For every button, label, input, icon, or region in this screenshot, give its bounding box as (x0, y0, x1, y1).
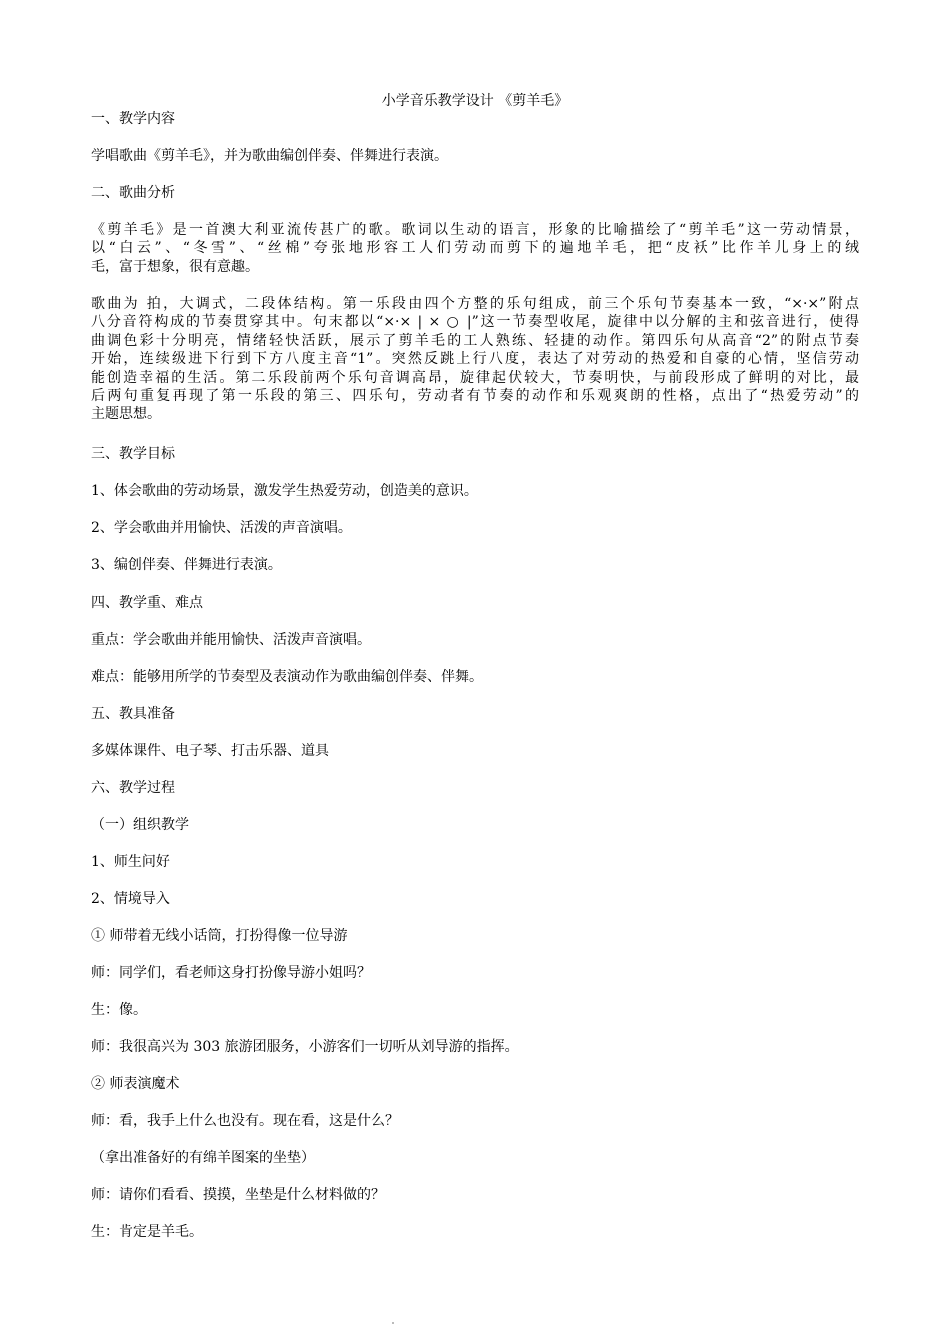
dialogue-line: 师：我很高兴为 303 旅游团服务，小游客们一切听从刘导游的指挥。 (91, 1039, 519, 1055)
goal-item-1: 1、体会歌曲的劳动场景，激发学生热爱劳动，创造美的意识。 (91, 483, 478, 499)
paragraph-song-structure (91, 295, 859, 424)
materials-list: 多媒体课件、电子琴、打击乐器、道具 (91, 743, 329, 759)
heading-teaching-content: 一、教学内容 (91, 111, 175, 127)
dialogue-line: 生：像。 (91, 1002, 147, 1018)
text-line: 后两句重复再现了第一乐段的第三、四乐句，劳动者有节奏的动作和乐观爽朗的性格，点出了“热爱劳动”的 (91, 388, 859, 405)
text-line: 毛，富于想象，很有意趣。 (91, 258, 259, 275)
goal-item-2: 2、学会歌曲并用愉快、活泼的声音演唱。 (91, 520, 352, 536)
dialogue-line: 师：看，我手上什么也没有。现在看，这是什么？ (91, 1113, 399, 1129)
dialogue-line: 生：肯定是羊毛。 (91, 1224, 203, 1240)
heading-key-points: 四、教学重、难点 (91, 595, 203, 611)
paragraph-content: 学唱歌曲《剪羊毛》，并为歌曲编创伴奏、伴舞进行表演。 (91, 148, 448, 164)
document-title: 小学音乐教学设计 《剪羊毛》 (381, 93, 569, 109)
goal-item-3: 3、编创伴奏、伴舞进行表演。 (91, 557, 282, 573)
process-step-1: 1、师生问好 (91, 854, 170, 870)
process-item-1: ① 师带着无线小话筒，打扮得像一位导游 (91, 928, 348, 944)
stage-direction: （拿出准备好的有绵羊图案的坐垫） (91, 1150, 315, 1166)
process-item-2: ② 师表演魔术 (91, 1076, 180, 1092)
text-line: 开始，连续级进下行到下方八度主音“1”。突然反跳上行八度，表达了对劳动的热爱和自豪的心情，坚信劳动 (91, 351, 859, 368)
heading-teaching-goals: 三、教学目标 (91, 446, 175, 462)
key-point: 重点：学会歌曲并能用愉快、活泼声音演唱。 (91, 632, 371, 648)
subheading-organize: （一）组织教学 (91, 817, 189, 833)
text-line: 以“白云”、“冬雪”、“丝棉”夸张地形容工人们劳动而剪下的遍地羊毛，把“皮袄”比作羊儿身上的绒 (91, 240, 859, 257)
heading-song-analysis: 二、歌曲分析 (91, 185, 175, 201)
heading-process: 六、教学过程 (91, 780, 175, 796)
paragraph-song-intro (91, 221, 859, 276)
text-line: 《剪羊毛》是一首澳大利亚流传甚广的歌。歌词以生动的语言，形象的比喻描绘了“剪羊毛”这一劳动情景， (91, 222, 859, 238)
text-line: 能创造幸福的生活。第二乐段前两个乐句音调高昂，旋律起伏较大，节奏明快，与前段形成了鲜明的对比，最 (91, 369, 859, 386)
text-line: 主题思想。 (91, 406, 161, 423)
process-step-2: 2、情境导入 (91, 891, 170, 907)
dialogue-line: 师：请你们看看、摸摸，坐垫是什么材料做的？ (91, 1187, 385, 1203)
dialogue-line: 师：同学们，看老师这身打扮像导游小姐吗？ (91, 965, 371, 981)
text-line: 曲调色彩十分明亮，情绪轻快活跃，展示了剪羊毛的工人熟练、轻捷的动作。第四乐句从高音“2”的附点节奏 (91, 332, 859, 349)
difficult-point: 难点：能够用所学的节奏型及表演动作为歌曲编创伴奏、伴舞。 (91, 669, 483, 685)
heading-materials: 五、教具准备 (91, 706, 175, 722)
footer-mark (392, 1322, 394, 1324)
text-line: 八分音符构成的节奏贯穿其中。句末都以“×·× | × ○ |”这一节奏型收尾，旋律中以分解的主和弦音进行，使得 (91, 314, 859, 331)
text-line: 歌曲为 拍，大调式，二段体结构。第一乐段由四个方整的乐句组成，前三个乐句节奏基本一致，“×·×”附点 (91, 296, 859, 312)
